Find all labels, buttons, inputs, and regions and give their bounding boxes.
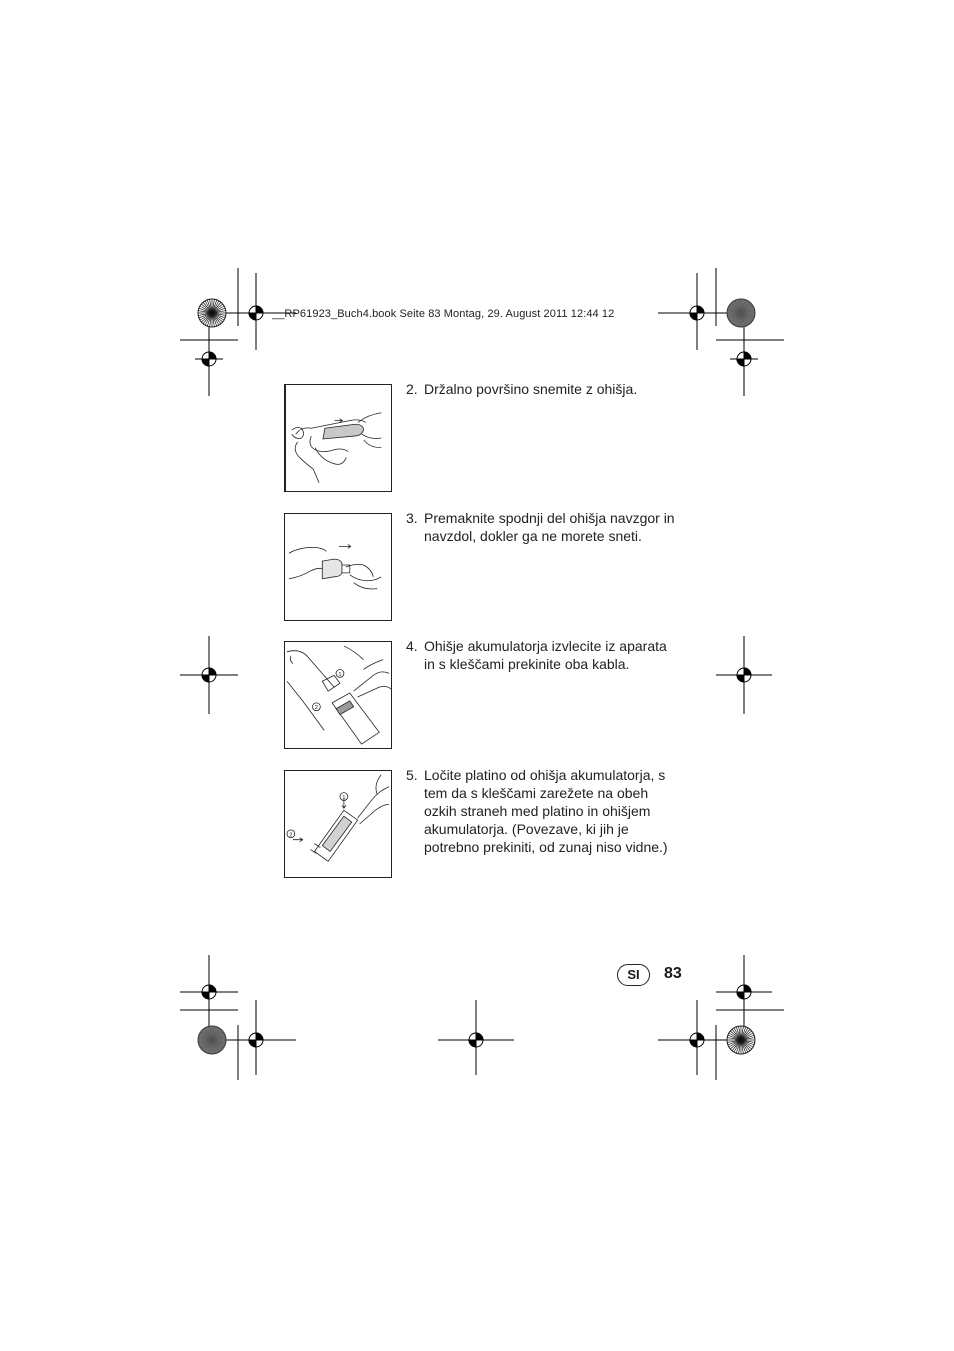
step-2	[406, 380, 696, 398]
callout-2: 2	[289, 832, 293, 839]
step-5-illustration	[284, 770, 392, 878]
starburst-rosette-bottom-right	[727, 1026, 755, 1054]
step-line: potrebno prekiniti, od zunaj niso vidne.)	[424, 839, 668, 855]
step-line: Premaknite spodnji del ohišja navzgor in	[424, 510, 675, 526]
color-rosette-marks	[198, 299, 755, 1054]
starburst-rosette-top-left	[198, 299, 226, 327]
callout-1: 1	[338, 671, 342, 678]
step-2-illustration	[284, 384, 392, 492]
step-line: akumulatorja. (Povezave, ki jih je	[424, 821, 629, 837]
step-number: 2.	[406, 381, 418, 397]
step-line: Držalno površino snemite z ohišja.	[424, 381, 638, 397]
step-line: navzdol, dokler ga ne morete sneti.	[424, 528, 642, 544]
step-line: ozkih straneh med platino in ohišjem	[424, 803, 651, 819]
step-line: in s kleščami prekinite oba kabla.	[424, 656, 630, 672]
page-number: 83	[664, 965, 682, 982]
gray-rosette-top-right	[727, 299, 755, 327]
step-line: Ohišje akumulatorja izvlecite iz aparata	[424, 638, 667, 654]
step-5	[406, 766, 696, 856]
file-info-header: __RP61923_Buch4.book Seite 83 Montag, 29. August 2011 12:44 12	[272, 308, 615, 320]
step-number: 4.	[406, 638, 418, 654]
crosshair-marks	[195, 299, 758, 1054]
step-4-illustration	[284, 641, 392, 749]
language-badge: SI	[617, 964, 650, 986]
step-3-illustration	[284, 513, 392, 621]
step-line: tem da s kleščami zarežete na obeh	[424, 785, 649, 801]
step-3	[406, 509, 696, 545]
callout-2: 2	[314, 705, 319, 712]
step-4	[406, 637, 696, 673]
gray-rosette-bottom-left	[198, 1026, 226, 1054]
callout-1: 1	[342, 794, 346, 801]
step-number: 3.	[406, 510, 418, 526]
step-line: Ločite platino od ohišja akumulatorja, s	[424, 767, 666, 783]
step-number: 5.	[406, 767, 418, 783]
